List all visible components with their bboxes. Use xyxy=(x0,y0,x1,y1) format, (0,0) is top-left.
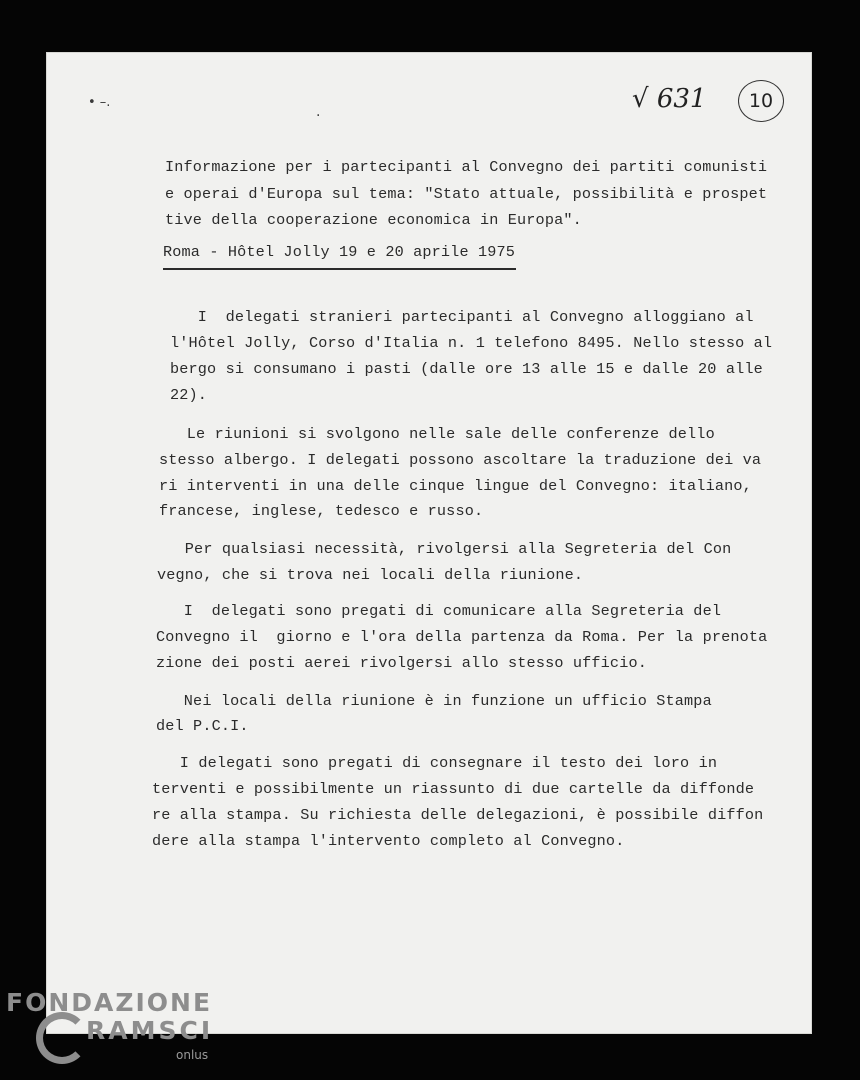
para4-line2: Convegno il giorno e l'ora della partenza da Roma. Per la prenota xyxy=(156,628,768,646)
para2-line4: francese, inglese, tedesco e russo. xyxy=(159,502,484,520)
para3-line1: Per qualsiasi necessità, rivolgersi alla Segreteria del Con xyxy=(157,540,732,558)
handwritten-reference: √ 631 xyxy=(632,84,707,114)
para6-line2: terventi e possibilmente un riassunto di due cartelle da diffonde xyxy=(152,780,755,798)
para5-line1: Nei locali della riunione è in funzione un ufficio Stampa xyxy=(156,692,712,710)
para6-line1: I delegati sono pregati di consegnare il testo dei loro in xyxy=(152,754,718,772)
header-line-4: Roma - Hôtel Jolly 19 e 20 aprile 1975 xyxy=(163,243,516,261)
para2-line2: stesso albergo. I delegati possono ascoltare la traduzione dei va xyxy=(159,451,762,469)
para5-line2: del P.C.I. xyxy=(156,717,249,735)
para2-line1: Le riunioni si svolgono nelle sale delle conferenze dello xyxy=(159,425,715,443)
para1-line3: bergo si consumano i pasti (dalle ore 13 alle 15 e dalle 20 alle xyxy=(170,360,763,378)
top-left-mark: • –. xyxy=(88,95,111,110)
header-underline xyxy=(163,268,516,270)
watermark-gramsci: RAMSCI xyxy=(86,1016,214,1045)
para3-line2: vegno, che si trova nei locali della riunione. xyxy=(157,566,584,584)
para4-line3: zione dei posti aerei rivolgersi allo stesso ufficio. xyxy=(156,654,647,672)
header-line-2: e operai d'Europa sul tema: "Stato attuale, possibilità e prospet xyxy=(165,185,768,203)
page-number-circle xyxy=(738,80,784,122)
watermark-g-logo-icon xyxy=(36,1012,88,1064)
para1-line1: I delegati stranieri partecipanti al Convegno alloggiano al xyxy=(170,308,754,326)
top-dot-mark: . xyxy=(316,104,321,120)
para6-line3: re alla stampa. Su richiesta delle delegazioni, è possibile diffon xyxy=(152,806,764,824)
para2-line3: ri interventi in una delle cinque lingue del Convegno: italiano, xyxy=(159,477,752,495)
para6-line4: dere alla stampa l'intervento completo al Convegno. xyxy=(152,832,625,850)
para4-line1: I delegati sono pregati di comunicare alla Segreteria del xyxy=(156,602,722,620)
para1-line2: l'Hôtel Jolly, Corso d'Italia n. 1 telefono 8495. Nello stesso al xyxy=(170,334,773,352)
header-line-3: tive della cooperazione economica in Europa". xyxy=(165,211,582,229)
header-line-1: Informazione per i partecipanti al Convegno dei partiti comunisti xyxy=(165,158,768,176)
para1-line4: 22). xyxy=(170,386,208,404)
watermark-onlus: onlus xyxy=(176,1048,209,1062)
watermark-fondazione: FONDAZIONE xyxy=(6,988,213,1017)
page-number: 10 xyxy=(748,90,774,112)
